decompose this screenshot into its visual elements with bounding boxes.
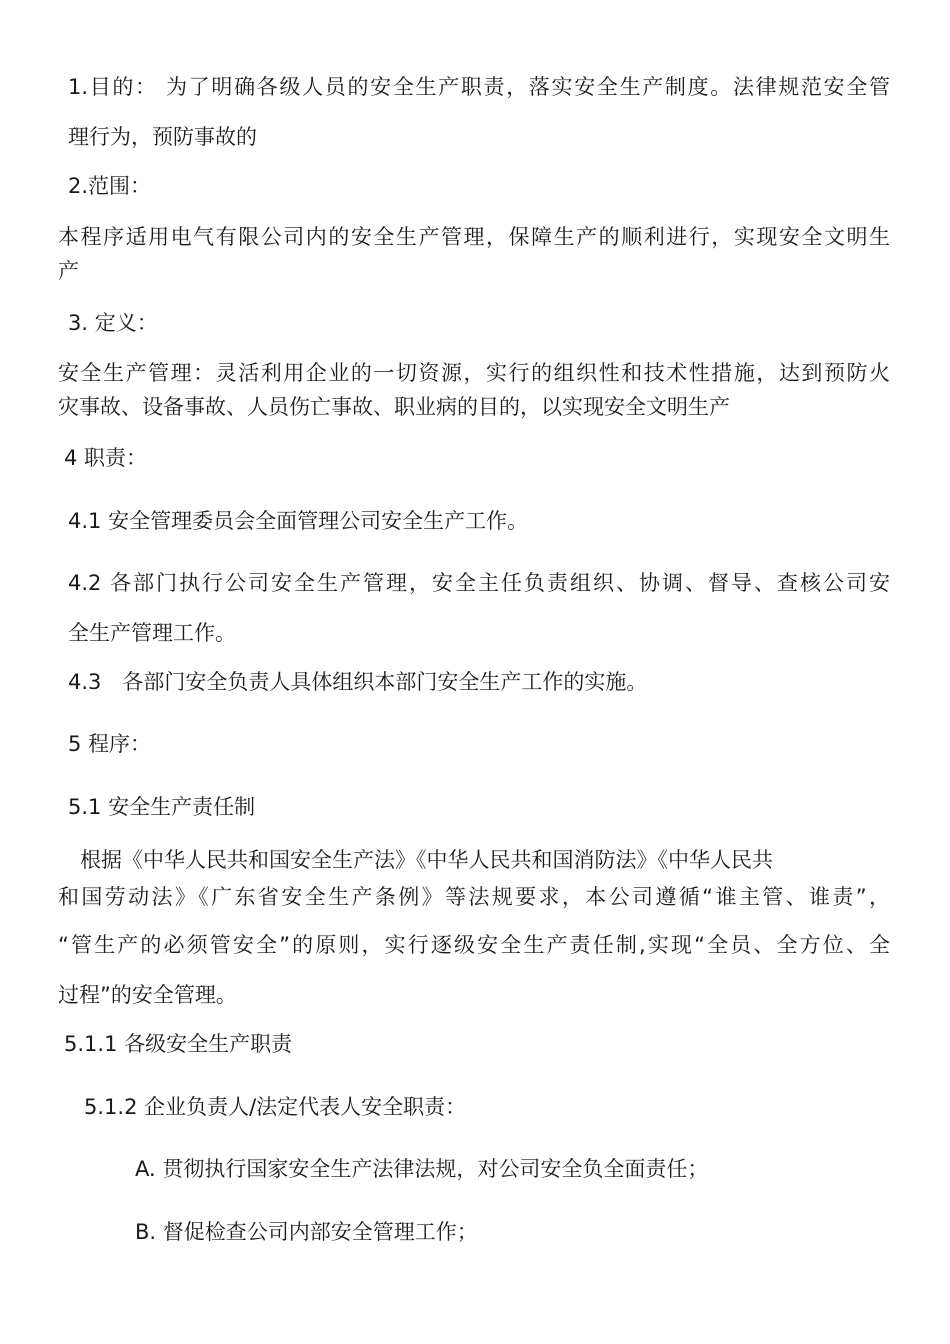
section-4-heading: 4 职责： bbox=[64, 446, 148, 470]
section-3-definition-line-1: 安全生产管理：灵活利用企业的一切资源，实行的组织性和技术性措施，达到预防火 bbox=[58, 361, 890, 385]
section-3-heading: 3. 定义： bbox=[68, 311, 158, 335]
section-1-purpose-line-1: 1.目的： 为了明确各级人员的安全生产职责，落实安全生产制度。法律规范安全管 bbox=[68, 75, 890, 99]
list-item-a: A. 贯彻执行国家安全生产法律法规，对公司安全负全面责任； bbox=[135, 1157, 709, 1181]
section-5-1-1-heading: 5.1.1 各级安全生产职责 bbox=[64, 1032, 293, 1056]
list-item-b: B. 督促检查公司内部安全管理工作； bbox=[135, 1220, 478, 1244]
section-5-1-2-heading: 5.1.2 企业负责人/法定代表人安全职责： bbox=[84, 1095, 467, 1119]
section-4-3: 4.3 各部门安全负责人具体组织本部门安全生产工作的实施。 bbox=[68, 670, 648, 694]
section-2-scope-line-1: 本程序适用电气有限公司内的安全生产管理，保障生产的顺利进行，实现安全文明生 bbox=[58, 225, 890, 249]
section-2-scope-line-2: 产 bbox=[58, 259, 79, 283]
section-5-heading: 5 程序： bbox=[68, 732, 152, 756]
section-4-2-line-2: 全生产管理工作。 bbox=[68, 621, 236, 645]
section-5-1-paragraph-line-3: “管生产的必须管安全”的原则，实行逐级安全生产责任制,实现“全员、全方位、全 bbox=[58, 933, 890, 957]
section-5-1-paragraph-line-1: 根据《中华人民共和国安全生产法》《中华人民共和国消防法》《中华人民共 bbox=[80, 848, 773, 872]
section-5-1-paragraph-line-2: 和国劳动法》《广东省安全生产条例》等法规要求，本公司遵循“谁主管、谁责”， bbox=[58, 885, 890, 909]
section-4-1: 4.1 安全管理委员会全面管理公司安全生产工作。 bbox=[68, 509, 529, 533]
section-2-heading: 2.范围： bbox=[68, 174, 152, 198]
section-1-purpose-line-2: 理行为，预防事故的 bbox=[68, 125, 257, 149]
section-5-1-paragraph-line-4: 过程”的安全管理。 bbox=[58, 983, 237, 1007]
section-3-definition-line-2: 灾事故、设备事故、人员伤亡事故、职业病的目的，以实现安全文明生产 bbox=[58, 395, 730, 419]
section-5-1-heading: 5.1 安全生产责任制 bbox=[68, 795, 256, 819]
section-4-2-line-1: 4.2 各部门执行公司安全生产管理，安全主任负责组织、协调、督导、查核公司安 bbox=[68, 571, 890, 595]
